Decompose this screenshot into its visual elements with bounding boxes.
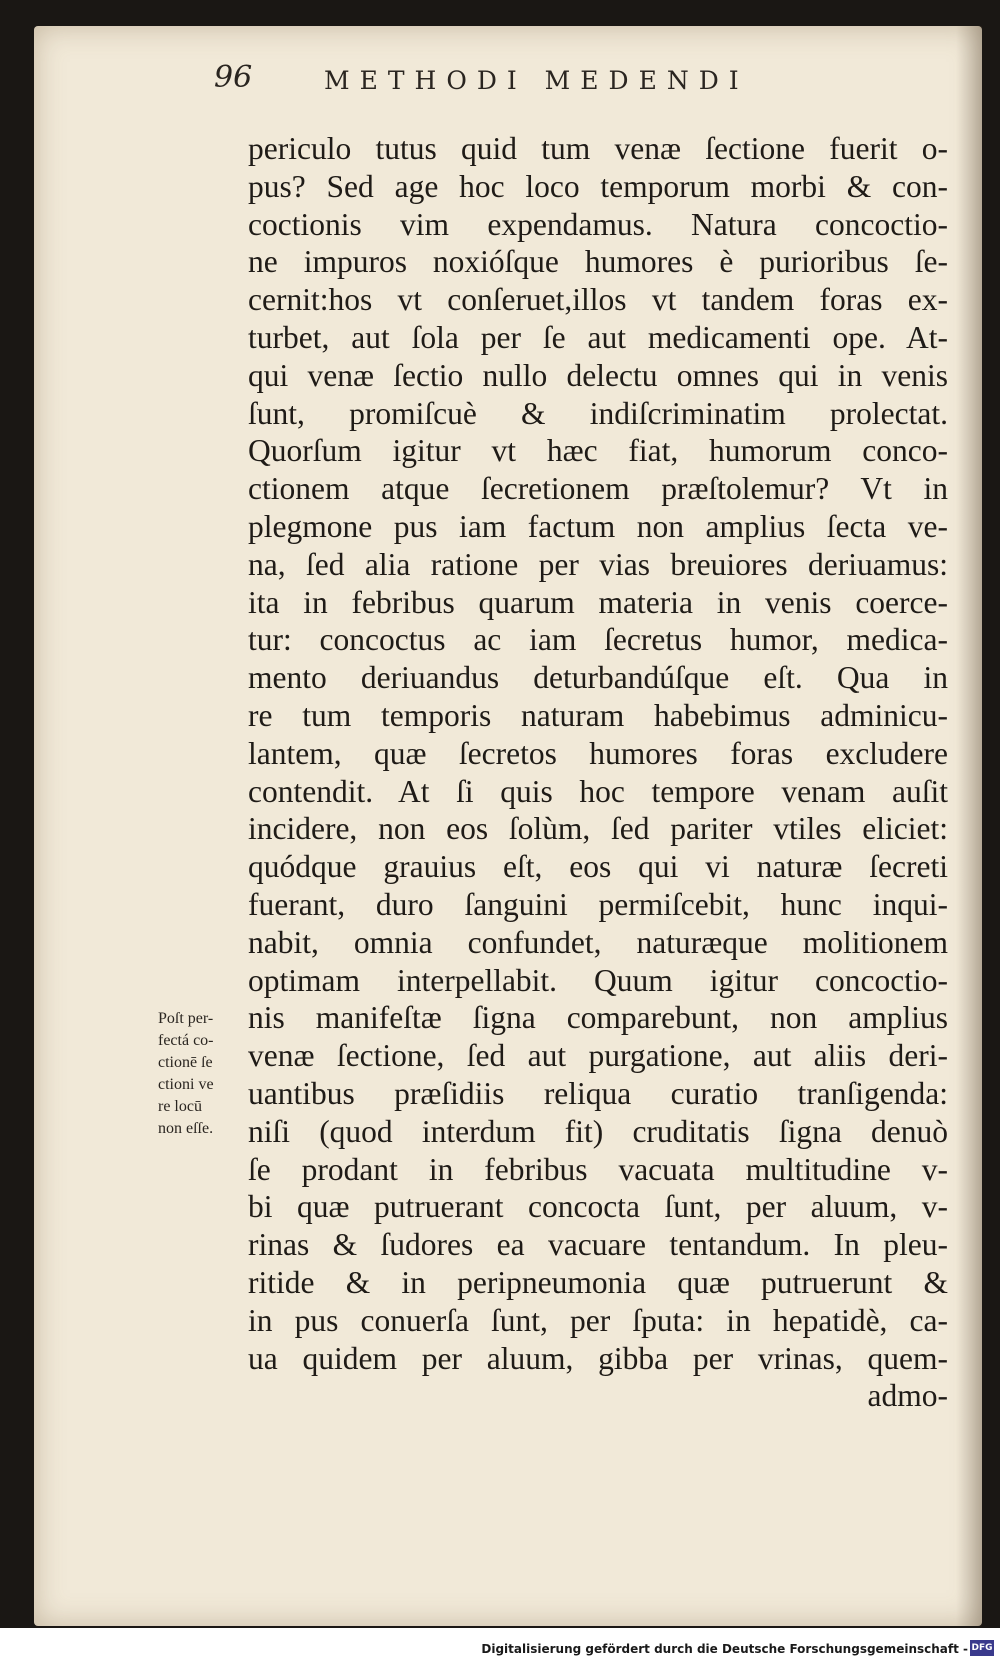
text-line: tur: concoctus ac iam ſecretus humor, medica- [248, 622, 948, 658]
marginal-note-line: non eſſe. [158, 1120, 214, 1137]
text-line: contendit. At ſi quis hoc tempore venam auſit [248, 773, 948, 809]
text-line: ita in febribus quarum materia in venis coerce- [248, 584, 948, 620]
text-line: ne impuros noxióſque humores è purioribus ſe- [248, 244, 948, 280]
text-line: uantibus præſidiis reliqua curatio tranſigenda: [248, 1075, 948, 1111]
catchword: admo- [867, 1378, 948, 1414]
text-line: niſi (quod interdum fit) cruditatis ſigna denuò [248, 1113, 948, 1149]
text-line: nis manifeſtæ ſigna comparebunt, non amplius [248, 1000, 948, 1036]
text-line: Quorſum igitur vt hæc fiat, humorum conco- [248, 433, 948, 469]
marginal-note-line: re locū [158, 1098, 202, 1115]
text-line: ua quidem per aluum, gibba per vrinas, quem- [248, 1340, 948, 1376]
marginal-note [158, 1008, 248, 1140]
marginal-note-line: ctioni ve [158, 1076, 214, 1093]
text-line: periculo tutus quid tum venæ ſectione fuerit o- [248, 131, 948, 166]
page-header [214, 60, 854, 100]
text-line: re tum temporis naturam habebimus adminicu- [248, 697, 948, 733]
text-line: quódque grauius eſt, eos qui vi naturæ ſecreti [248, 849, 948, 885]
running-head: METHODI MEDENDI [324, 66, 749, 95]
text-line: rinas & ſudores ea vacuare tentandum. In pleu- [248, 1227, 948, 1263]
text-line: ſe prodant in febribus vacuata multitudine v- [248, 1151, 948, 1187]
body-text [248, 130, 948, 1415]
marginal-note-line: fectá co- [158, 1032, 214, 1049]
text-line: ctionem atque ſecretionem præſtolemur? Vt in [248, 471, 948, 507]
text-line: fuerant, duro ſanguini permiſcebit, hunc inqui- [248, 886, 948, 922]
text-line: pus? Sed age hoc loco temporum morbi & con- [248, 168, 948, 204]
footer-bar [0, 1632, 1000, 1670]
page-edge-shadow [956, 26, 982, 1626]
text-line: mento deriuandus deturbandúſque eſt. Qua in [248, 660, 948, 696]
text-line: nabit, omnia confundet, naturæque molitionem [248, 924, 948, 960]
text-line: lantem, quæ ſecretos humores foras excludere [248, 735, 948, 771]
text-line: ritide & in peripneumonia quæ putruerunt & [248, 1264, 948, 1300]
text-line: bi quæ putruerant concocta ſunt, per aluum, v- [248, 1189, 948, 1225]
funding-credit: Digitalisierung gefördert durch die Deutsche Forschungsgemeinschaft - [481, 1642, 968, 1656]
text-line: turbet, aut ſola per ſe aut medicamenti ope. At- [248, 319, 948, 355]
text-line: plegmone pus iam factum non amplius ſecta ve- [248, 508, 948, 544]
marginal-note-line: Poſt per- [158, 1010, 214, 1027]
text-line: qui venæ ſectio nullo delectu omnes qui in venis [248, 357, 948, 393]
text-line: optimam interpellabit. Quum igitur concoctio- [248, 962, 948, 998]
text-line: ſunt, promiſcuè & indiſcriminatim prolectat. [248, 395, 948, 431]
text-line: venæ ſectione, ſed aut purgatione, aut aliis deri- [248, 1038, 948, 1074]
dfg-logo-icon: DFG [970, 1640, 994, 1656]
text-line: cernit:hos vt conſeruet,illos vt tandem foras ex- [248, 282, 948, 318]
text-line: in pus conuerſa ſunt, per ſputa: in hepatidè, ca- [248, 1302, 948, 1338]
marginal-note-line: ctionē ſe [158, 1054, 213, 1071]
text-line: coctionis vim expendamus. Natura concoctio- [248, 206, 948, 242]
page-number: 96 [214, 60, 253, 95]
text-line: na, ſed alia ratione per vias breuiores deriuamus: [248, 546, 948, 582]
text-line: incidere, non eos ſolùm, ſed pariter vtiles eliciet: [248, 811, 948, 847]
